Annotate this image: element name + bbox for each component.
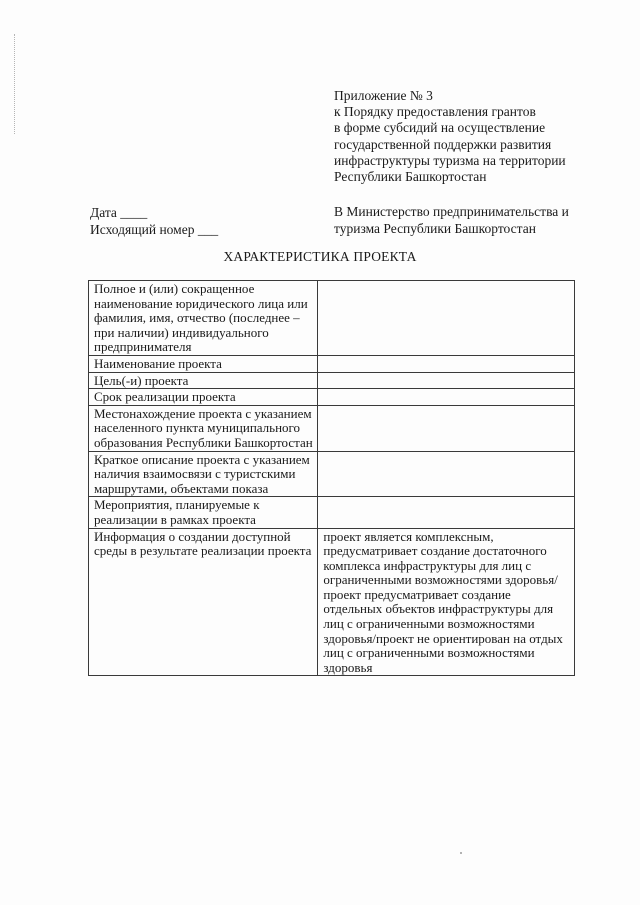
row-value — [318, 281, 575, 356]
addressee-line: туризма Республики Башкортостан — [334, 220, 536, 236]
row-value: проект является комплексным, предусматривает создание достаточного комплекса инфраструктуры для лиц с ограниченными возможностями здоровья/проект предусматривает создание отдельных объектов инфраструктуры для лиц с ограниченными возможностями здоровья/проект не ориентирован на отдых лиц с ограниченными возможностями здоровья — [318, 528, 575, 676]
outgoing-meta — [90, 205, 218, 238]
row-value — [318, 497, 575, 528]
appendix-line: инфраструктуры туризма на территории — [334, 152, 566, 168]
appendix-line: государственной поддержки развития — [334, 136, 552, 152]
row-value — [318, 389, 575, 406]
row-label: Местонахождение проекта с указанием населенного пункта муниципального образования Республики Башкортостан — [89, 405, 318, 451]
table-row — [89, 528, 575, 676]
table-row — [89, 355, 575, 372]
row-label: Мероприятия, планируемые к реализации в рамках проекта — [89, 497, 318, 528]
table-row — [89, 389, 575, 406]
scan-speck — [460, 852, 462, 854]
date-label: Дата ____ — [90, 205, 148, 220]
row-label: Наименование проекта — [89, 355, 318, 372]
document-title: ХАРАКТЕРИСТИКА ПРОЕКТА — [223, 249, 417, 264]
table-row — [89, 372, 575, 389]
appendix-line: в форме субсидий на осуществление — [334, 120, 546, 136]
row-value — [318, 405, 575, 451]
row-label: Информация о создании доступной среды в результате реализации проекта — [89, 528, 318, 676]
appendix-line: Республики Башкортостан — [334, 169, 487, 185]
project-characteristics-table — [88, 280, 575, 676]
row-label: Цель(-и) проекта — [89, 372, 318, 389]
appendix-line: к Порядку предоставления грантов — [334, 104, 536, 120]
row-label: Краткое описание проекта с указанием наличия взаимосвязи с туристскими маршрутами, объектами показа — [89, 451, 318, 497]
table-row — [89, 451, 575, 497]
addressee-block — [334, 204, 624, 237]
appendix-header — [334, 88, 624, 185]
table-row — [89, 497, 575, 528]
row-label: Срок реализации проекта — [89, 389, 318, 406]
outgoing-number-label: Исходящий номер ___ — [90, 221, 219, 237]
table-row — [89, 281, 575, 356]
row-value — [318, 372, 575, 389]
row-value — [318, 355, 575, 372]
table-row — [89, 405, 575, 451]
scan-margin-mark — [14, 34, 16, 134]
row-value — [318, 451, 575, 497]
appendix-line: Приложение № 3 — [334, 88, 433, 103]
addressee-line: В Министерство предпринимательства и — [334, 204, 569, 219]
row-label: Полное и (или) сокращенное наименование юридического лица или фамилия, имя, отчество (последнее – при наличии) индивидуального предпринимателя — [89, 281, 318, 356]
